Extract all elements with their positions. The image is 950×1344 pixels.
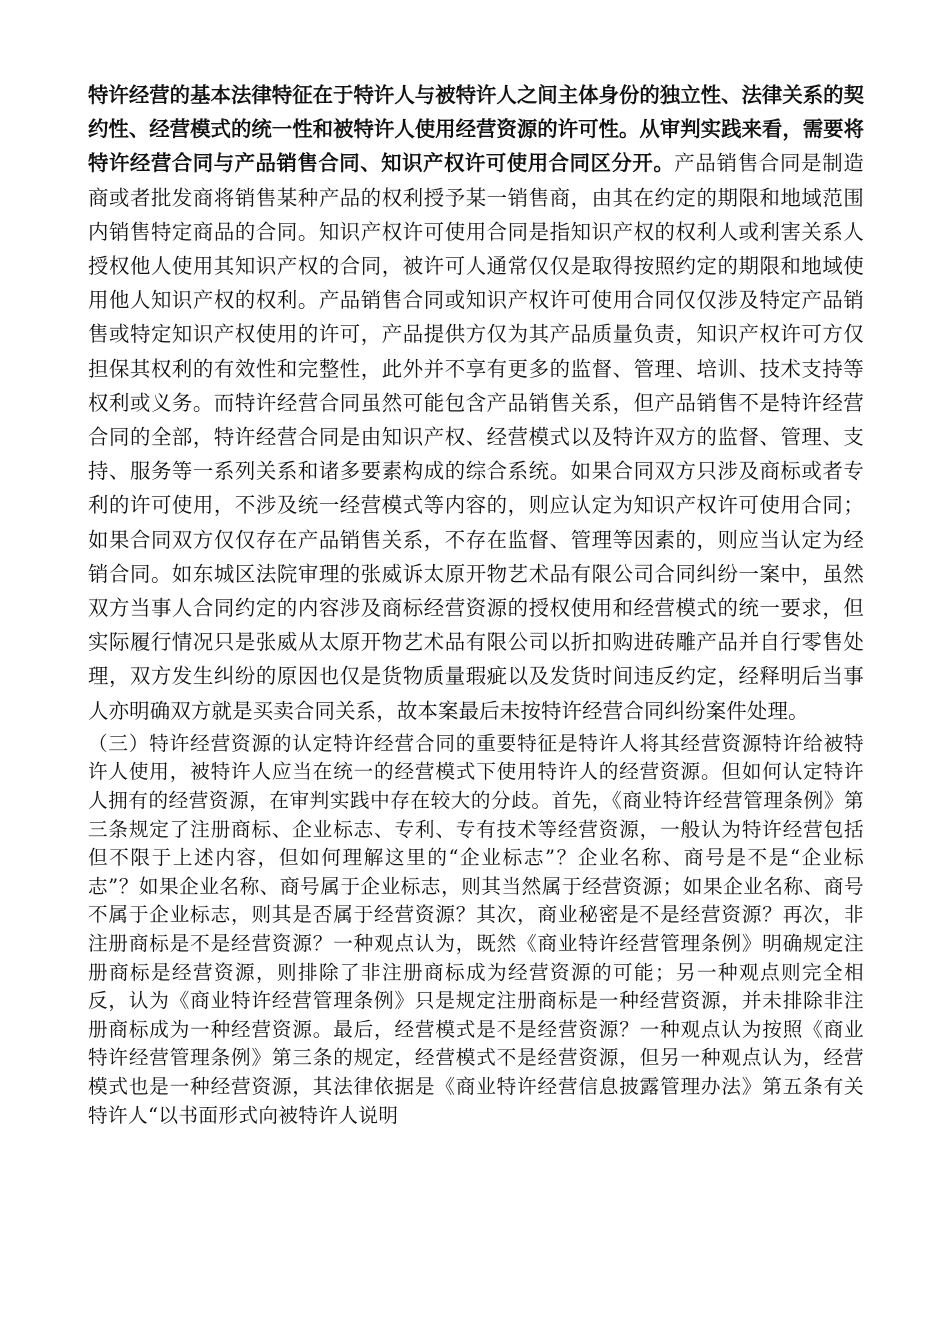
document-page <box>88 78 864 1130</box>
paragraph-lead-bold: 特许经营的基本法律特征在于特许人与被特许人之间主体身份的独立性、法律关系的契约性、经营模式的统一性和被特许人使用经营资源的许可性。从审判实践来看，需要将特许经营合同与产品销售合同、知识产权许可使用合同区分开。 <box>88 83 864 176</box>
paragraph-franchise-legal-features <box>88 78 864 728</box>
paragraph-body: 产品销售合同是制造商或者批发商将销售某种产品的权利授予某一销售商，由其在约定的期限和地域范围内销售特定商品的合同。知识产权许可使用合同是指知识产权的权利人或利害关系人授权他人使用其知识产权的合同，被许可人通常仅仅是取得按照约定的期限和地域使用他人知识产权的权利。产品销售合同或知识产权许可使用合同仅仅涉及特定产品销售或特定知识产权使用的许可，产品提供方仅为其产品质量负责，知识产权许可方仅担保其权利的有效性和完整性，此外并不享有更多的监督、管理、培训、技术支持等权利或义务。而特许经营合同虽然可能包含产品销售关系，但产品销售不是特许经营合同的全部，特许经营合同是由知识产权、经营模式以及特许双方的监督、管理、支持、服务等一系列关系和诸多要素构成的综合系统。如果合同双方只涉及商标或者专利的许可使用，不涉及统一经营模式等内容的，则应认定为知识产权许可使用合同；如果合同双方仅仅存在产品销售关系，不存在监督、管理等因素的，则应当认定为经销合同。如东城区法院审理的张威诉太原开物艺术品有限公司合同纠纷一案中，虽然双方当事人合同约定的内容涉及商标经营资源的授权使用和经营模式的统一要求，但实际履行情况只是张威从太原开物艺术品有限公司以折扣购进砖雕产品并自行零售处理，双方发生纠纷的原因也仅是货物质量瑕疵以及发货时间违反约定，经释明后当事人亦明确双方就是买卖合同关系，故本案最后未按特许经营合同纠纷案件处理。 <box>88 151 864 723</box>
paragraph-franchise-resources: （三）特许经营资源的认定特许经营合同的重要特征是特许人将其经营资源特许给被特许人使用，被特许人应当在统一的经营模式下使用特许人的经营资源。但如何认定特许人拥有的经营资源，在审判实践中存在较大的分歧。首先，《商业特许经营管理条例》第三条规定了注册商标、企业标志、专利、专有技术等经营资源，一般认为特许经营包括但不限于上述内容，但如何理解这里的“企业标志”？企业名称、商号是不是“企业标志”？如果企业名称、商号属于企业标志，则其当然属于经营资源；如果企业名称、商号不属于企业标志，则其是否属于经营资源？其次，商业秘密是不是经营资源？再次，非注册商标是不是经营资源？一种观点认为，既然《商业特许经营管理条例》明确规定注册商标是经营资源，则排除了非注册商标成为经营资源的可能；另一种观点则完全相反，认为《商业特许经营管理条例》只是规定注册商标是一种经营资源，并未排除非注册商标成为一种经营资源。最后，经营模式是不是经营资源？一种观点认为按照《商业特许经营管理条例》第三条的规定，经营模式不是经营资源，但另一种观点认为，经营模式也是一种经营资源，其法律依据是《商业特许经营信息披露管理办法》第五条有关特许人“以书面形式向被特许人说明 <box>88 731 864 1127</box>
